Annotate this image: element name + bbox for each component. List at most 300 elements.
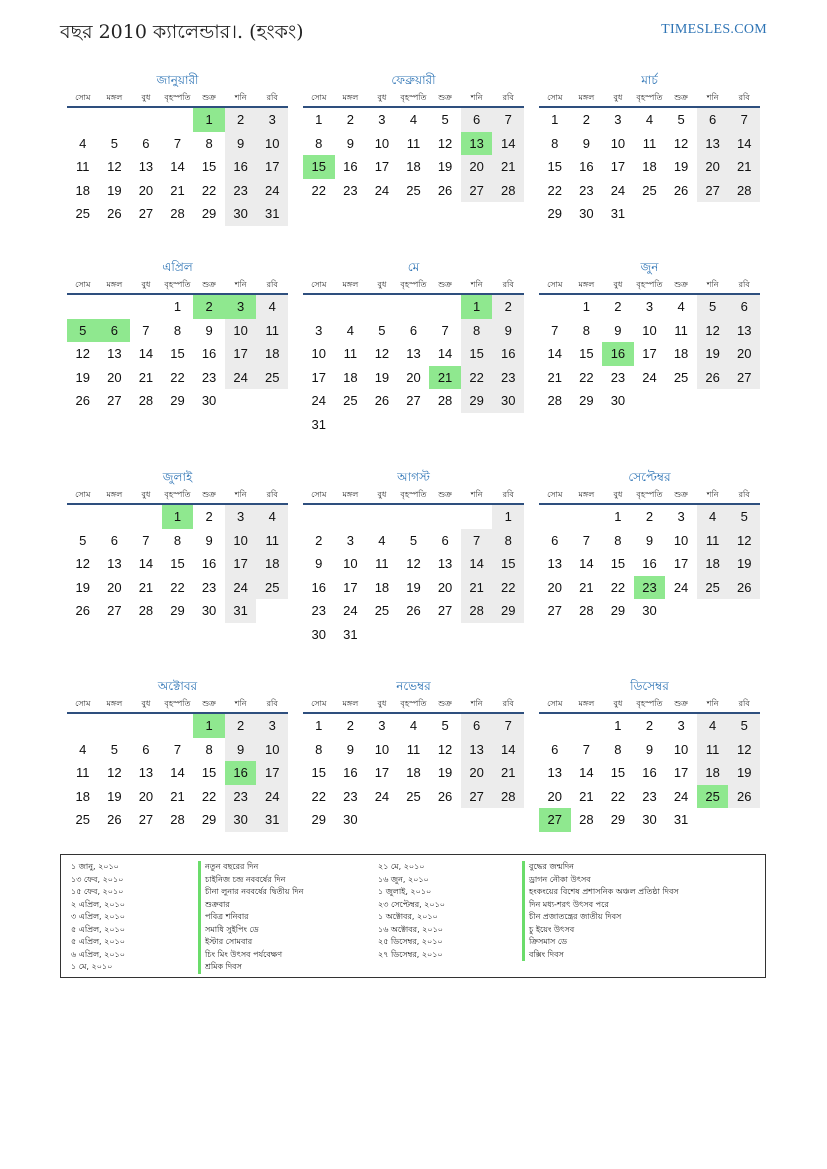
day-cell[interactable]: 22 (311, 788, 327, 804)
day-cell[interactable]: 21 (429, 366, 461, 390)
day-cell[interactable]: 26 (374, 393, 390, 409)
day-cell[interactable]: 15 (303, 155, 335, 179)
day-cell[interactable]: 29 (610, 812, 626, 828)
day-cell[interactable]: 21 (492, 761, 524, 785)
day-cell[interactable]: 23 (201, 579, 217, 595)
day-cell[interactable]: 30 (579, 206, 594, 222)
day-cell[interactable]: 17 (256, 761, 288, 785)
day-cell[interactable]: 23 (610, 369, 626, 385)
day-cell[interactable]: 8 (205, 741, 213, 757)
day-cell[interactable]: 23 (343, 182, 358, 198)
day-cell[interactable]: 22 (579, 369, 594, 385)
day-cell[interactable]: 27 (461, 179, 493, 203)
day-cell[interactable]: 24 (256, 785, 288, 809)
day-cell[interactable]: 8 (315, 741, 323, 757)
day-cell[interactable]: 1 (614, 509, 622, 524)
day-cell[interactable]: 24 (374, 182, 390, 198)
day-cell[interactable]: 10 (225, 529, 257, 553)
day-cell[interactable]: 28 (579, 812, 594, 828)
day-cell[interactable]: 21 (728, 155, 760, 179)
day-cell[interactable]: 12 (107, 765, 122, 781)
day-cell[interactable]: 4 (256, 505, 288, 529)
day-cell[interactable]: 5 (441, 112, 449, 127)
day-cell[interactable]: 11 (256, 319, 288, 343)
day-cell[interactable]: 22 (201, 788, 217, 804)
day-cell[interactable]: 29 (547, 206, 563, 222)
day-cell[interactable]: 30 (642, 603, 657, 619)
day-cell[interactable]: 14 (138, 346, 154, 362)
day-cell[interactable]: 17 (256, 155, 288, 179)
day-cell[interactable]: 1 (315, 112, 323, 127)
day-cell[interactable]: 2 (205, 509, 213, 524)
day-cell[interactable]: 2 (492, 295, 524, 319)
day-cell[interactable]: 25 (75, 206, 91, 222)
day-cell[interactable]: 13 (728, 319, 760, 343)
day-cell[interactable]: 29 (311, 812, 327, 828)
day-cell[interactable]: 18 (75, 182, 91, 198)
day-cell[interactable]: 5 (79, 532, 87, 548)
day-cell[interactable]: 24 (225, 366, 257, 390)
day-cell[interactable]: 22 (311, 182, 327, 198)
day-cell[interactable]: 13 (107, 556, 122, 572)
day-cell[interactable]: 17 (673, 765, 689, 781)
day-cell[interactable]: 21 (138, 369, 154, 385)
day-cell[interactable]: 16 (579, 159, 594, 175)
day-cell[interactable]: 25 (697, 785, 729, 809)
day-cell[interactable]: 22 (201, 182, 217, 198)
day-cell[interactable]: 2 (582, 112, 590, 127)
day-cell[interactable]: 6 (697, 108, 729, 132)
day-cell[interactable]: 4 (697, 505, 729, 529)
day-cell[interactable]: 23 (634, 576, 666, 600)
day-cell[interactable]: 27 (437, 603, 453, 619)
day-cell[interactable]: 20 (138, 182, 154, 198)
day-cell[interactable]: 30 (311, 626, 327, 642)
day-cell[interactable]: 14 (170, 159, 185, 175)
day-cell[interactable]: 15 (311, 765, 327, 781)
day-cell[interactable]: 6 (142, 741, 150, 757)
day-cell[interactable]: 16 (642, 556, 657, 572)
day-cell[interactable]: 4 (677, 299, 685, 314)
day-cell[interactable]: 13 (406, 346, 421, 362)
day-cell[interactable]: 5 (697, 295, 729, 319)
day-cell[interactable]: 12 (107, 159, 122, 175)
day-cell[interactable]: 26 (406, 603, 421, 619)
day-cell[interactable]: 18 (256, 552, 288, 576)
day-cell[interactable]: 25 (75, 812, 91, 828)
day-cell[interactable]: 6 (551, 532, 559, 548)
day-cell[interactable]: 1 (193, 108, 225, 132)
day-cell[interactable]: 26 (437, 182, 453, 198)
day-cell[interactable]: 11 (642, 135, 657, 151)
day-cell[interactable]: 20 (728, 342, 760, 366)
day-cell[interactable]: 7 (551, 322, 559, 338)
day-cell[interactable]: 6 (551, 741, 559, 757)
day-cell[interactable]: 16 (225, 761, 257, 785)
day-cell[interactable]: 6 (728, 295, 760, 319)
day-cell[interactable]: 15 (492, 552, 524, 576)
day-cell[interactable]: 7 (173, 135, 182, 151)
day-cell[interactable]: 28 (170, 812, 185, 828)
day-cell[interactable]: 20 (461, 155, 493, 179)
day-cell[interactable]: 22 (170, 369, 185, 385)
day-cell[interactable]: 9 (205, 532, 213, 548)
day-cell[interactable]: 20 (547, 788, 563, 804)
day-cell[interactable]: 25 (406, 182, 421, 198)
day-cell[interactable]: 15 (170, 556, 185, 572)
day-cell[interactable]: 12 (406, 556, 421, 572)
day-cell[interactable]: 1 (614, 718, 622, 733)
day-cell[interactable]: 1 (173, 299, 182, 314)
day-cell[interactable]: 20 (461, 761, 493, 785)
day-cell[interactable]: 18 (673, 346, 689, 362)
day-cell[interactable]: 28 (492, 179, 524, 203)
day-cell[interactable]: 21 (547, 369, 563, 385)
day-cell[interactable]: 23 (579, 182, 594, 198)
day-cell[interactable]: 5 (441, 718, 449, 733)
day-cell[interactable]: 20 (547, 579, 563, 595)
day-cell[interactable]: 30 (642, 812, 657, 828)
day-cell[interactable]: 24 (256, 179, 288, 203)
day-cell[interactable]: 19 (437, 765, 453, 781)
day-cell[interactable]: 29 (170, 603, 185, 619)
day-cell[interactable]: 8 (492, 529, 524, 553)
day-cell[interactable]: 9 (346, 741, 354, 757)
day-cell[interactable]: 7 (492, 714, 524, 738)
day-cell[interactable]: 26 (107, 812, 122, 828)
day-cell[interactable]: 22 (170, 579, 185, 595)
day-cell[interactable]: 15 (201, 159, 217, 175)
day-cell[interactable]: 15 (170, 346, 185, 362)
day-cell[interactable]: 3 (256, 108, 288, 132)
day-cell[interactable]: 3 (225, 505, 257, 529)
day-cell[interactable]: 28 (492, 785, 524, 809)
day-cell[interactable]: 5 (67, 319, 99, 343)
day-cell[interactable]: 8 (173, 322, 182, 338)
day-cell[interactable]: 25 (256, 576, 288, 600)
day-cell[interactable]: 1 (492, 505, 524, 529)
day-cell[interactable]: 27 (107, 393, 122, 409)
day-cell[interactable]: 14 (437, 346, 453, 362)
day-cell[interactable]: 16 (642, 765, 657, 781)
day-cell[interactable]: 6 (441, 532, 449, 548)
day-cell[interactable]: 25 (697, 576, 729, 600)
day-cell[interactable]: 21 (170, 182, 185, 198)
day-cell[interactable]: 31 (343, 626, 358, 642)
day-cell[interactable]: 27 (107, 603, 122, 619)
day-cell[interactable]: 9 (645, 741, 654, 757)
day-cell[interactable]: 1 (193, 714, 225, 738)
day-cell[interactable]: 13 (547, 765, 563, 781)
day-cell[interactable]: 13 (697, 132, 729, 156)
day-cell[interactable]: 15 (579, 346, 594, 362)
day-cell[interactable]: 15 (610, 556, 626, 572)
day-cell[interactable]: 8 (205, 135, 213, 151)
day-cell[interactable]: 5 (677, 112, 685, 127)
day-cell[interactable]: 3 (645, 299, 654, 314)
day-cell[interactable]: 22 (610, 579, 626, 595)
day-cell[interactable]: 31 (225, 599, 257, 623)
day-cell[interactable]: 10 (673, 532, 689, 548)
day-cell[interactable]: 2 (225, 714, 257, 738)
day-cell[interactable]: 19 (728, 552, 760, 576)
day-cell[interactable]: 7 (582, 532, 590, 548)
day-cell[interactable]: 5 (409, 532, 418, 548)
day-cell[interactable]: 23 (492, 366, 524, 390)
day-cell[interactable]: 24 (311, 393, 327, 409)
day-cell[interactable]: 18 (75, 788, 91, 804)
day-cell[interactable]: 8 (551, 135, 559, 151)
day-cell[interactable]: 19 (107, 788, 122, 804)
day-cell[interactable]: 24 (343, 603, 358, 619)
day-cell[interactable]: 2 (315, 532, 323, 548)
day-cell[interactable]: 11 (406, 741, 421, 757)
day-cell[interactable]: 16 (201, 556, 217, 572)
day-cell[interactable]: 22 (492, 576, 524, 600)
day-cell[interactable]: 13 (461, 132, 493, 156)
day-cell[interactable]: 29 (201, 812, 217, 828)
day-cell[interactable]: 19 (697, 342, 729, 366)
day-cell[interactable]: 3 (225, 295, 257, 319)
day-cell[interactable]: 18 (374, 579, 390, 595)
day-cell[interactable]: 27 (461, 785, 493, 809)
day-cell[interactable]: 21 (579, 788, 594, 804)
day-cell[interactable]: 21 (579, 579, 594, 595)
day-cell[interactable]: 10 (256, 132, 288, 156)
day-cell[interactable]: 17 (610, 159, 626, 175)
day-cell[interactable]: 3 (614, 112, 622, 127)
day-cell[interactable]: 23 (343, 788, 358, 804)
day-cell[interactable]: 10 (256, 738, 288, 762)
day-cell[interactable]: 29 (610, 603, 626, 619)
day-cell[interactable]: 27 (406, 393, 421, 409)
day-cell[interactable]: 10 (225, 319, 257, 343)
day-cell[interactable]: 7 (582, 741, 590, 757)
day-cell[interactable]: 23 (225, 179, 257, 203)
day-cell[interactable]: 19 (374, 369, 390, 385)
day-cell[interactable]: 4 (256, 295, 288, 319)
day-cell[interactable]: 20 (138, 788, 154, 804)
day-cell[interactable]: 17 (374, 159, 390, 175)
day-cell[interactable]: 25 (256, 366, 288, 390)
day-cell[interactable]: 1 (551, 112, 559, 127)
day-cell[interactable]: 25 (343, 393, 358, 409)
day-cell[interactable]: 18 (642, 159, 657, 175)
day-cell[interactable]: 8 (614, 741, 622, 757)
day-cell[interactable]: 12 (728, 738, 760, 762)
day-cell[interactable]: 26 (437, 788, 453, 804)
day-cell[interactable]: 9 (492, 319, 524, 343)
day-cell[interactable]: 14 (547, 346, 563, 362)
day-cell[interactable]: 10 (642, 322, 657, 338)
day-cell[interactable]: 16 (602, 342, 634, 366)
day-cell[interactable]: 29 (579, 393, 594, 409)
day-cell[interactable]: 19 (75, 369, 91, 385)
day-cell[interactable]: 7 (142, 532, 150, 548)
day-cell[interactable]: 20 (107, 369, 122, 385)
day-cell[interactable]: 5 (728, 505, 760, 529)
day-cell[interactable]: 3 (315, 322, 323, 338)
day-cell[interactable]: 19 (728, 761, 760, 785)
day-cell[interactable]: 14 (138, 556, 154, 572)
day-cell[interactable]: 5 (110, 741, 118, 757)
day-cell[interactable]: 13 (437, 556, 453, 572)
day-cell[interactable]: 18 (406, 765, 421, 781)
day-cell[interactable]: 24 (225, 576, 257, 600)
day-cell[interactable]: 4 (409, 112, 418, 127)
day-cell[interactable]: 30 (201, 603, 217, 619)
day-cell[interactable]: 17 (225, 342, 257, 366)
day-cell[interactable]: 28 (728, 179, 760, 203)
day-cell[interactable]: 26 (673, 182, 689, 198)
day-cell[interactable]: 11 (674, 322, 688, 338)
day-cell[interactable]: 5 (728, 714, 760, 738)
day-cell[interactable]: 14 (492, 738, 524, 762)
day-cell[interactable]: 11 (76, 765, 90, 781)
day-cell[interactable]: 24 (673, 579, 689, 595)
day-cell[interactable]: 13 (138, 159, 154, 175)
day-cell[interactable]: 19 (406, 579, 421, 595)
day-cell[interactable]: 6 (409, 322, 418, 338)
day-cell[interactable]: 24 (642, 369, 657, 385)
day-cell[interactable]: 24 (673, 788, 689, 804)
day-cell[interactable]: 19 (673, 159, 689, 175)
day-cell[interactable]: 5 (378, 322, 386, 338)
day-cell[interactable]: 7 (492, 108, 524, 132)
day-cell[interactable]: 21 (492, 155, 524, 179)
day-cell[interactable]: 25 (673, 369, 689, 385)
day-cell[interactable]: 9 (582, 135, 590, 151)
day-cell[interactable]: 10 (343, 556, 358, 572)
day-cell[interactable]: 7 (728, 108, 760, 132)
day-cell[interactable]: 26 (728, 785, 760, 809)
day-cell[interactable]: 3 (346, 532, 354, 548)
day-cell[interactable]: 12 (437, 741, 453, 757)
day-cell[interactable]: 29 (492, 599, 524, 623)
day-cell[interactable]: 10 (610, 135, 626, 151)
day-cell[interactable]: 2 (346, 112, 354, 127)
day-cell[interactable]: 8 (614, 532, 622, 548)
day-cell[interactable]: 18 (697, 761, 729, 785)
day-cell[interactable]: 3 (677, 509, 685, 524)
day-cell[interactable]: 16 (201, 346, 217, 362)
day-cell[interactable]: 9 (205, 322, 213, 338)
day-cell[interactable]: 17 (343, 579, 358, 595)
day-cell[interactable]: 9 (225, 738, 257, 762)
day-cell[interactable]: 19 (75, 579, 91, 595)
day-cell[interactable]: 17 (642, 346, 657, 362)
day-cell[interactable]: 10 (374, 741, 390, 757)
day-cell[interactable]: 13 (547, 556, 563, 572)
day-cell[interactable]: 2 (645, 718, 654, 733)
day-cell[interactable]: 3 (677, 718, 685, 733)
day-cell[interactable]: 18 (343, 369, 358, 385)
day-cell[interactable]: 31 (256, 808, 288, 832)
day-cell[interactable]: 29 (201, 206, 217, 222)
day-cell[interactable]: 9 (614, 322, 622, 338)
day-cell[interactable]: 20 (437, 579, 453, 595)
day-cell[interactable]: 8 (582, 322, 590, 338)
day-cell[interactable]: 14 (579, 765, 594, 781)
day-cell[interactable]: 2 (193, 295, 225, 319)
day-cell[interactable]: 20 (107, 579, 122, 595)
day-cell[interactable]: 4 (79, 135, 87, 151)
day-cell[interactable]: 26 (75, 603, 91, 619)
day-cell[interactable]: 18 (406, 159, 421, 175)
day-cell[interactable]: 31 (311, 416, 327, 432)
day-cell[interactable]: 27 (547, 603, 563, 619)
day-cell[interactable]: 25 (642, 182, 657, 198)
day-cell[interactable]: 26 (107, 206, 122, 222)
day-cell[interactable]: 28 (170, 206, 185, 222)
day-cell[interactable]: 23 (311, 603, 327, 619)
day-cell[interactable]: 9 (346, 135, 354, 151)
day-cell[interactable]: 10 (374, 135, 390, 151)
day-cell[interactable]: 24 (610, 182, 626, 198)
day-cell[interactable]: 11 (256, 529, 288, 553)
day-cell[interactable]: 2 (225, 108, 257, 132)
day-cell[interactable]: 3 (378, 718, 386, 733)
day-cell[interactable]: 11 (76, 159, 90, 175)
day-cell[interactable]: 12 (697, 319, 729, 343)
day-cell[interactable]: 6 (461, 108, 493, 132)
day-cell[interactable]: 30 (343, 812, 358, 828)
day-cell[interactable]: 4 (409, 718, 418, 733)
day-cell[interactable]: 14 (492, 132, 524, 156)
day-cell[interactable]: 18 (697, 552, 729, 576)
day-cell[interactable]: 12 (374, 346, 390, 362)
day-cell[interactable]: 7 (142, 322, 150, 338)
day-cell[interactable]: 8 (461, 319, 493, 343)
day-cell[interactable]: 6 (461, 714, 493, 738)
day-cell[interactable]: 9 (645, 532, 654, 548)
day-cell[interactable]: 11 (697, 738, 729, 762)
day-cell[interactable]: 7 (173, 741, 182, 757)
day-cell[interactable]: 2 (614, 299, 622, 314)
day-cell[interactable]: 25 (406, 788, 421, 804)
day-cell[interactable]: 15 (610, 765, 626, 781)
day-cell[interactable]: 24 (374, 788, 390, 804)
day-cell[interactable]: 26 (75, 393, 91, 409)
day-cell[interactable]: 12 (728, 529, 760, 553)
day-cell[interactable]: 30 (225, 202, 257, 226)
day-cell[interactable]: 3 (378, 112, 386, 127)
day-cell[interactable]: 17 (225, 552, 257, 576)
day-cell[interactable]: 22 (461, 366, 493, 390)
day-cell[interactable]: 15 (461, 342, 493, 366)
day-cell[interactable]: 28 (547, 393, 563, 409)
day-cell[interactable]: 13 (461, 738, 493, 762)
day-cell[interactable]: 28 (138, 603, 154, 619)
day-cell[interactable]: 11 (375, 556, 389, 572)
day-cell[interactable]: 28 (461, 599, 493, 623)
day-cell[interactable]: 30 (610, 393, 626, 409)
day-cell[interactable]: 4 (378, 532, 386, 548)
day-cell[interactable]: 16 (311, 579, 327, 595)
day-cell[interactable]: 11 (697, 529, 729, 553)
day-cell[interactable]: 9 (225, 132, 257, 156)
day-cell[interactable]: 25 (374, 603, 390, 619)
day-cell[interactable]: 20 (697, 155, 729, 179)
day-cell[interactable]: 4 (79, 741, 87, 757)
day-cell[interactable]: 4 (645, 112, 654, 127)
day-cell[interactable]: 14 (461, 552, 493, 576)
day-cell[interactable]: 13 (138, 765, 154, 781)
day-cell[interactable]: 11 (406, 135, 421, 151)
day-cell[interactable]: 4 (697, 714, 729, 738)
day-cell[interactable]: 1 (162, 505, 194, 529)
day-cell[interactable]: 15 (547, 159, 563, 175)
